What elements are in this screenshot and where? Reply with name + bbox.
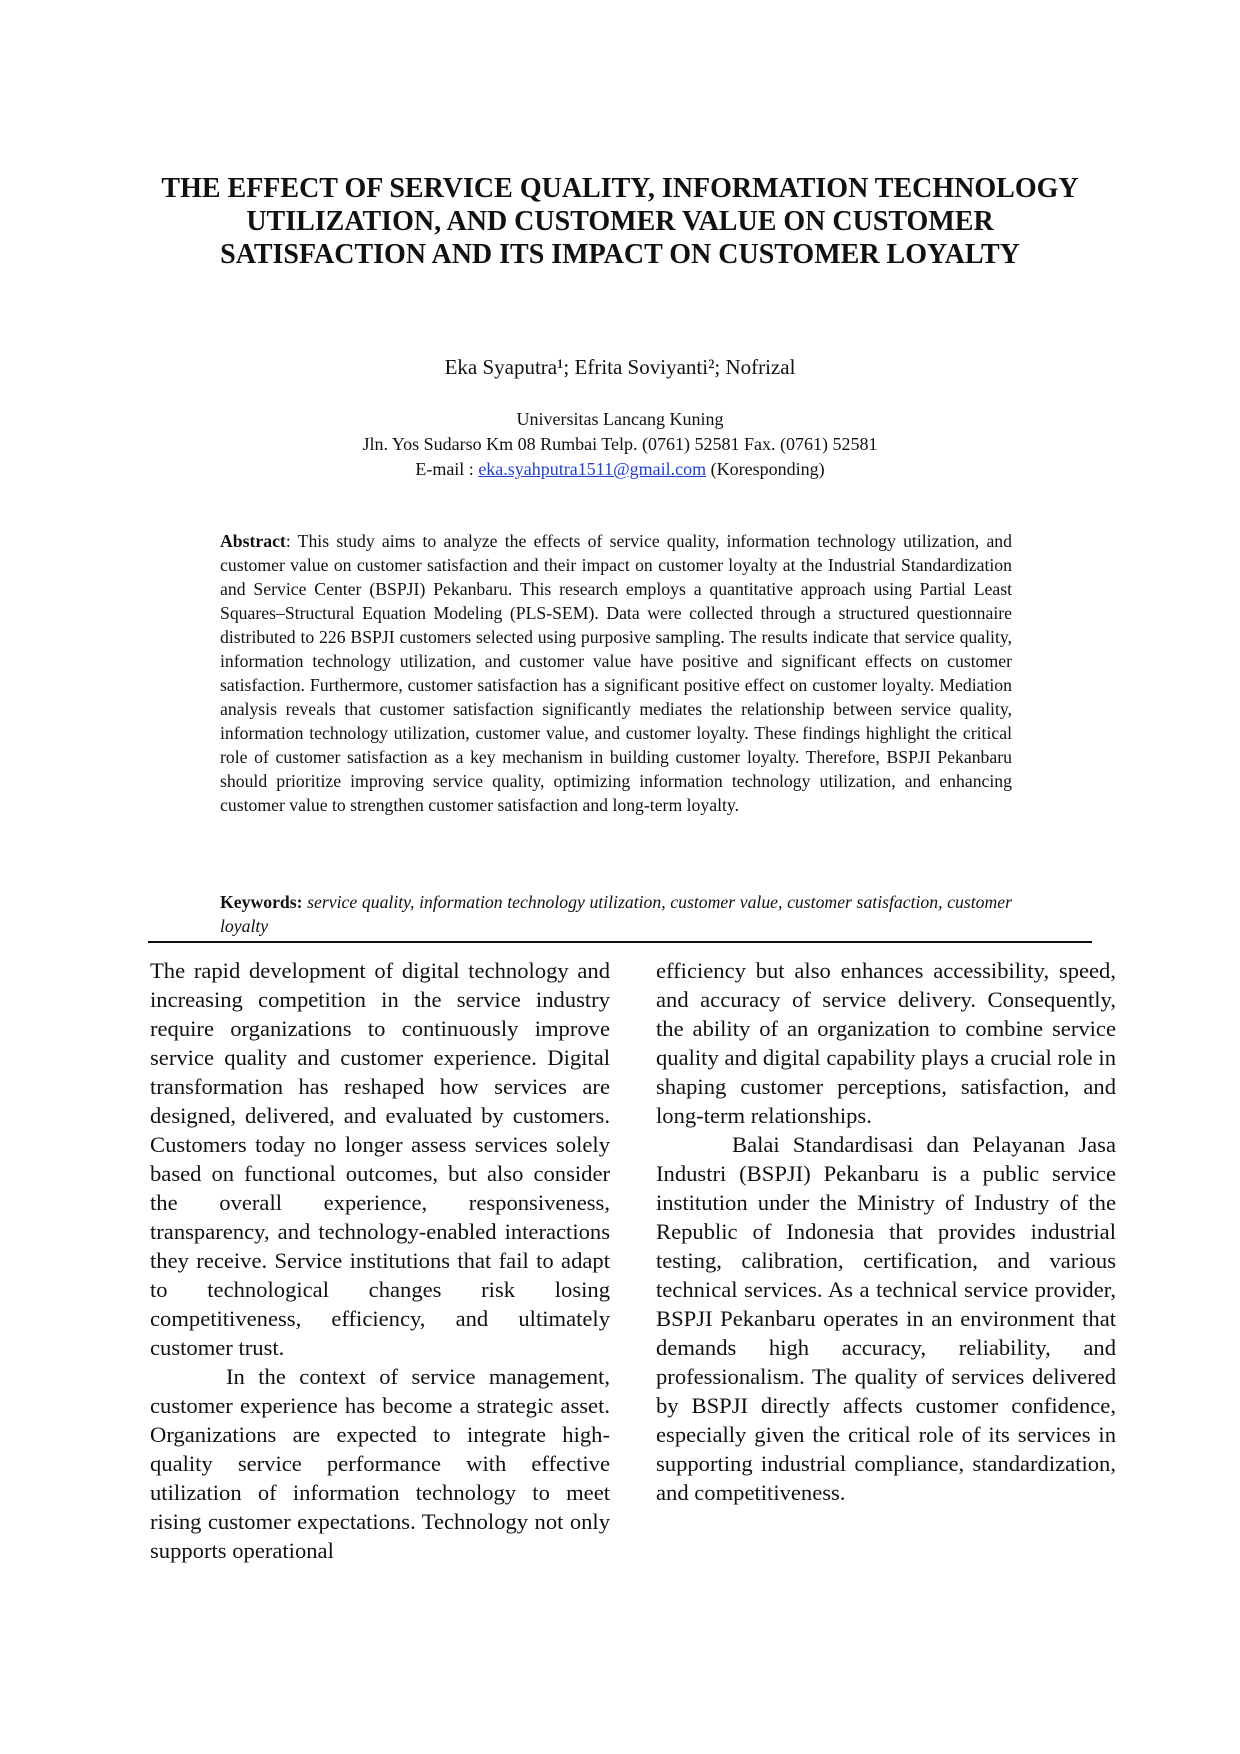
body-paragraph: efficiency but also enhances accessibility, speed, and accuracy of service delivery. Consequently, the ability of an organization to combine service quality and digital capability plays a crucial role in shaping customer perceptions, satisfaction, and long-term relationships. [656, 958, 1116, 1128]
email-line [150, 457, 1090, 482]
email-link[interactable]: eka.syahputra1511@gmail.com [478, 459, 707, 479]
keywords-text: service quality, information technology utilization, customer value, customer satisfaction, customer loyalty [220, 892, 1013, 936]
abstract-label: Abstract [220, 531, 286, 551]
abstract-text: : This study aims to analyze the effects of service quality, information technology utilization, and customer value on customer satisfaction and their impact on customer loyalty at the Industrial Standardization and Service Center (BSPJI) Pekanbaru. This research employs a quantitative approach using Partial Least Squares–Structural Equation Modeling (PLS-SEM). Data were collected through a structured questionnaire distributed to 226 BSPJI customers selected using purposive sampling. The results indicate that service quality, information technology utilization, and customer value have positive and significant effects on customer satisfaction. Furthermore, customer satisfaction has a significant positive effect on customer loyalty. Mediation analysis reveals that customer satisfaction significantly mediates the relationship between service quality, information technology utilization, customer value, and customer loyalty. These findings highlight the critical role of customer satisfaction as a key mechanism in building customer loyalty. Therefore, BSPJI Pekanbaru should prioritize improving service quality, optimizing information technology utilization, and enhancing customer value to strengthen customer satisfaction and long-term loyalty. [220, 531, 1012, 815]
paper-title: THE EFFECT OF SERVICE QUALITY, INFORMATION TECHNOLOGY UTILIZATION, AND CUSTOMER VALUE ON CUSTOMER SATISFACTION AND ITS IMPACT ON CUSTOMER LOYALTY [161, 173, 1079, 270]
affiliation-block [150, 407, 1090, 482]
body-paragraph: The rapid development of digital technology and increasing competition in the service industry require organizations to continuously improve service quality and customer experience. Digital transformation has reshaped how services are designed, delivered, and evaluated by customers. Customers today no longer assess services solely based on functional outcomes, but also consider the overall experience, responsiveness, transparency, and technology-enabled interactions they receive. Service institutions that fail to adapt to technological changes risk losing competitiveness, efficiency, and ultimately customer trust. [150, 958, 610, 1360]
abstract-block [220, 529, 1012, 817]
body-column-right [656, 956, 1116, 1507]
body-paragraph: In the context of service management, customer experience has become a strategic asset. Organizations are expected to integrate high-quality service performance with effective utilization of information technology to meet rising customer expectations. Technology not only supports operational [150, 1364, 610, 1563]
body-paragraph: Balai Standardisasi dan Pelayanan Jasa Industri (BSPJI) Pekanbaru is a public service institution under the Ministry of Industry of the Republic of Indonesia that provides industrial testing, calibration, certification, and various technical services. As a technical service provider, BSPJI Pekanbaru operates in an environment that demands high accuracy, reliability, and professionalism. The quality of services delivered by BSPJI directly affects customer confidence, especially given the critical role of its services in supporting industrial compliance, standardization, and competitiveness. [656, 1132, 1116, 1505]
email-suffix: (Koresponding) [706, 459, 825, 479]
author-list: Eka Syaputra¹; Efrita Soviyanti²; Nofrizal [444, 355, 796, 379]
section-divider [148, 941, 1092, 943]
body-column-left [150, 956, 610, 1565]
institution-address: Jln. Yos Sudarso Km 08 Rumbai Telp. (0761) 52581 Fax. (0761) 52581 [362, 434, 878, 454]
email-prefix: E-mail : [415, 459, 479, 479]
keywords-label: Keywords: [220, 892, 303, 912]
institution-name: Universitas Lancang Kuning [516, 409, 724, 429]
keywords-block [220, 890, 1012, 938]
